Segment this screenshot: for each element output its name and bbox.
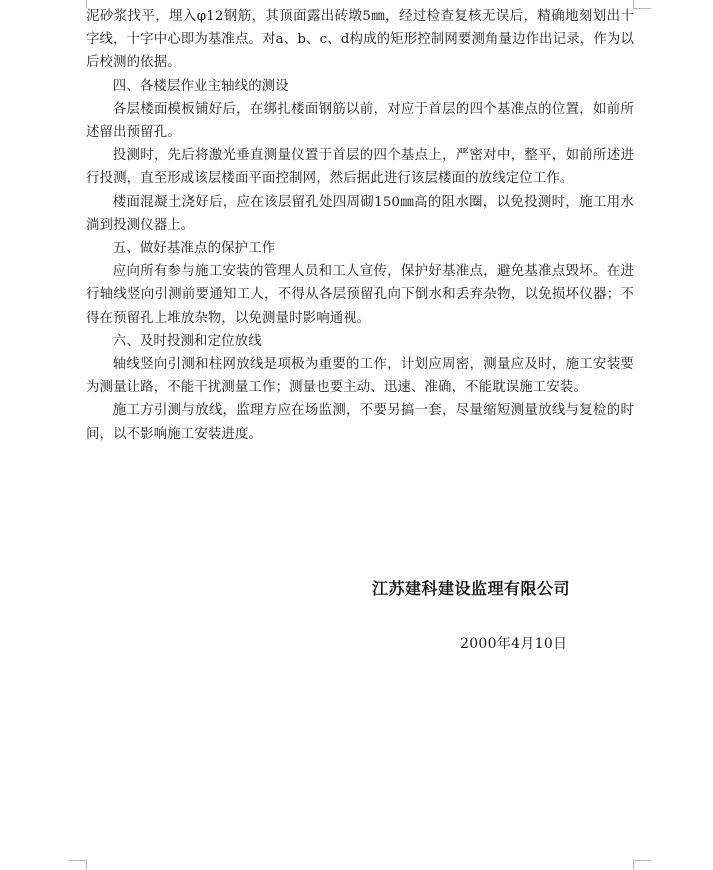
section-heading-timely-survey: 六、及时投测和定位放线 (112, 333, 262, 349)
section-heading-benchmark-protection: 五、做好基准点的保护工作 (112, 241, 276, 257)
crop-mark-top-right-horizontal (633, 8, 651, 9)
paragraph: 各层楼面模板铺好后，在绑扎楼面钢筋以前，对应于首层的四个基准点的位置，如前所述留出预留孔。 (86, 101, 634, 141)
paragraph: 轴线竖向引测和柱网放线是项极为重要的工作，计划应周密，测量应及时，施工安装要为测量让路，不能干扰测量工作；测量也要主动、迅速、准确，不能耽误施工安装。 (86, 357, 634, 396)
crop-mark-bottom-right-horizontal (633, 860, 651, 861)
company-signature: 江苏建科建设监理有限公司 (372, 579, 571, 598)
paragraph: 应向所有参与施工安装的管理人员和工人宣传，保护好基准点，避免基准点毁坏。在进行轴线竖向引测前要通知工人，不得从各层预留孔向下倒水和丢弃杂物，以免损坏仪器；不得在预留孔上堆放杂物，以免测量时影响通视。 (86, 264, 634, 326)
paragraph: 投测时，先后将激光垂直测量仪置于首层的四个基点上，严密对中，整平，如前所述进行投测，直至形成该层楼面平面控制网，然后据此进行该层楼面的放线定位工作。 (86, 148, 634, 187)
signature-date: 2000年4月10日 (460, 636, 568, 652)
crop-mark-bottom-right-vertical (633, 860, 634, 870)
crop-mark-bottom-left-horizontal (68, 860, 86, 861)
paragraph-continuation: 泥砂浆找平，埋入φ12钢筋，其顶面露出砖墩5㎜，经过检查复核无误后，精确地刻划出十字线，十字中心即为基准点。对a、b、c、d构成的矩形控制网要测角量边作出记录，作为以后校测的依据。 (86, 9, 634, 71)
document-body (86, 5, 634, 446)
section-heading-axis-layout: 四、各楼层作业主轴线的测设 (112, 78, 289, 94)
paragraph: 施工方引测与放线，监理方应在场监测，不要另搞一套，尽量缩短测量放线与复检的时间，以不影响施工安装进度。 (86, 403, 634, 442)
crop-mark-bottom-left-vertical (86, 860, 87, 870)
paragraph: 楼面混凝土浇好后，应在该层留孔处四周砌150㎜高的阻水圈，以免投测时，施工用水淌到投测仪器上。 (86, 194, 634, 233)
